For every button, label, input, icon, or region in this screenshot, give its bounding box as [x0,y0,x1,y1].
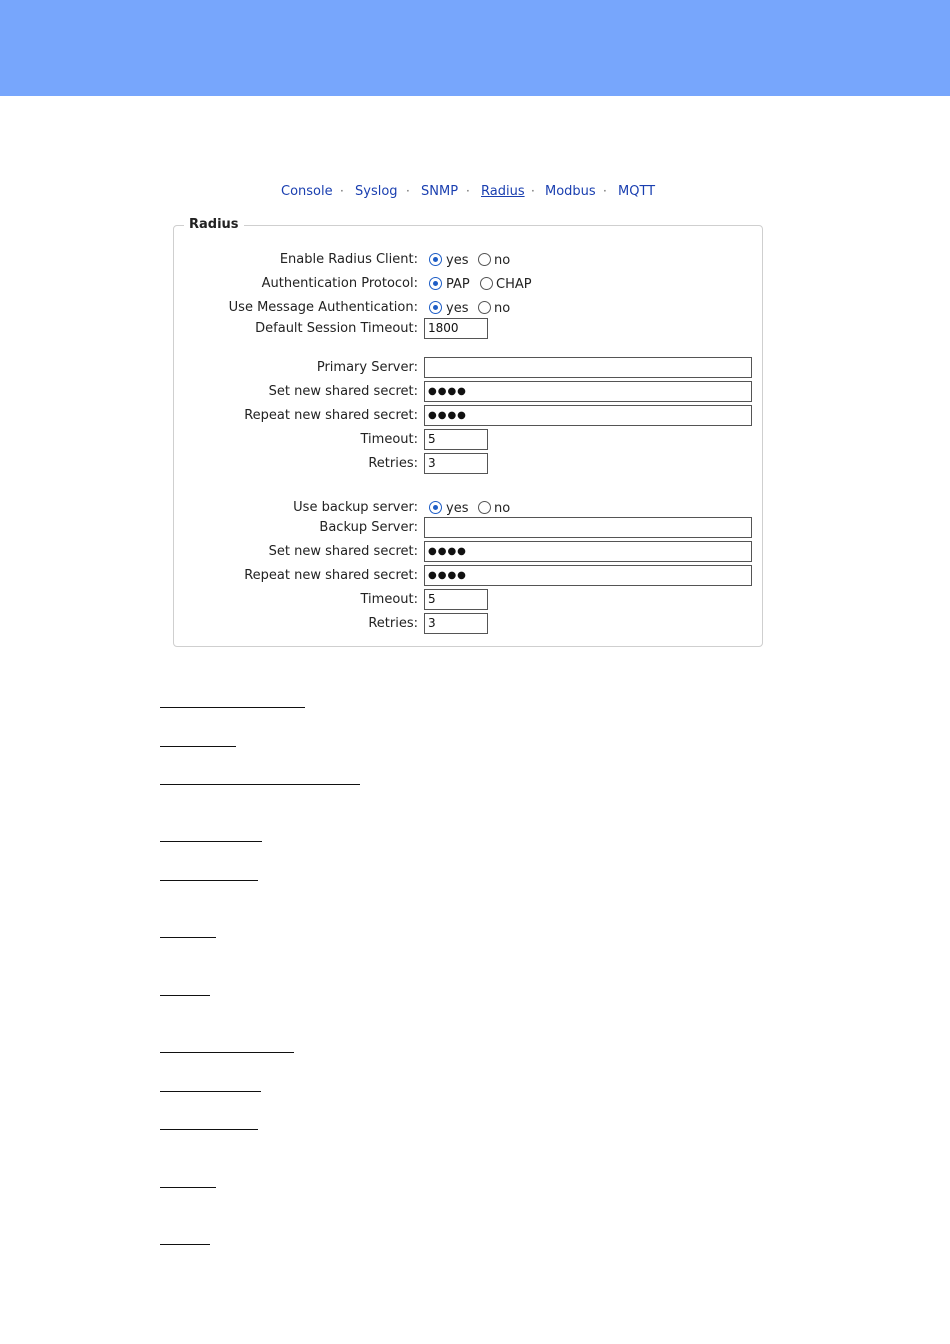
enable-radius-yes-label[interactable]: yes [446,253,469,268]
enable-radius-no-radio[interactable] [478,253,491,266]
primary-timeout-label: Timeout: [360,432,418,447]
underline-rule [160,995,210,996]
use-backup-no-radio[interactable] [478,501,491,514]
underline-rule [160,746,236,747]
backup-repeat-secret-row [0,565,950,587]
subnav-snmp[interactable]: SNMP [421,184,459,199]
underline-rule [160,1091,261,1092]
underline-rule [160,1129,258,1130]
subnav-separator: · [531,184,535,198]
primary-secret-label: Set new shared secret: [268,384,418,399]
backup-retries-label: Retries: [368,616,418,631]
primary-server-row [0,357,950,379]
session-timeout-row [0,318,950,340]
auth-pap-radio[interactable] [429,277,442,290]
backup-timeout-label: Timeout: [360,592,418,607]
underline-rule [160,937,216,938]
auth-protocol-row [0,273,950,295]
backup-secret-row [0,541,950,563]
subnav-radius[interactable]: Radius [481,184,525,199]
backup-repeat-secret-label: Repeat new shared secret: [244,568,418,583]
backup-secret-input[interactable]: ●●●● [424,541,752,562]
use-backup-yes-radio[interactable] [429,501,442,514]
backup-repeat-secret-input[interactable]: ●●●● [424,565,752,586]
msg-auth-yes-label[interactable]: yes [446,301,469,316]
msg-auth-row [0,297,950,319]
underline-rule [160,707,305,708]
primary-timeout-row [0,429,950,451]
enable-radius-row [0,249,950,271]
primary-timeout-input[interactable]: 5 [424,429,488,450]
backup-secret-label: Set new shared secret: [268,544,418,559]
enable-radius-label: Enable Radius Client: [279,252,418,267]
underline-rule [160,1052,294,1053]
use-backup-row [0,497,950,519]
session-timeout-input[interactable]: 1800 [424,318,488,339]
primary-retries-input[interactable]: 3 [424,453,488,474]
primary-repeat-secret-row [0,405,950,427]
subnav-separator: · [603,184,607,198]
use-backup-label: Use backup server: [293,500,418,515]
use-backup-no-label[interactable]: no [494,501,511,516]
underline-rule [160,880,258,881]
enable-radius-yes-radio[interactable] [429,253,442,266]
underline-rule [160,784,360,785]
subnav-modbus[interactable]: Modbus [545,184,596,199]
auth-pap-label[interactable]: PAP [446,277,470,292]
backup-server-row [0,517,950,539]
primary-server-label: Primary Server: [316,360,418,375]
session-timeout-label: Default Session Timeout: [255,321,418,336]
primary-repeat-secret-label: Repeat new shared secret: [244,408,418,423]
use-backup-yes-label[interactable]: yes [446,501,469,516]
auth-chap-radio[interactable] [480,277,493,290]
subnav-mqtt[interactable]: MQTT [618,184,656,199]
underline-rule [160,841,262,842]
msg-auth-label: Use Message Authentication: [228,300,418,315]
subnav-console[interactable]: Console [281,184,333,199]
primary-server-input[interactable] [424,357,752,378]
backup-timeout-row [0,589,950,611]
subnav-separator: · [406,184,410,198]
primary-secret-row [0,381,950,403]
backup-retries-row [0,613,950,635]
msg-auth-yes-radio[interactable] [429,301,442,314]
primary-retries-row [0,453,950,475]
backup-server-input[interactable] [424,517,752,538]
subnav [0,184,950,202]
primary-repeat-secret-input[interactable]: ●●●● [424,405,752,426]
underline-rule [160,1244,210,1245]
primary-retries-label: Retries: [368,456,418,471]
auth-protocol-label: Authentication Protocol: [261,276,418,291]
subnav-separator: · [466,184,470,198]
msg-auth-no-radio[interactable] [478,301,491,314]
radius-legend: Radius [184,217,244,232]
msg-auth-no-label[interactable]: no [494,301,511,316]
backup-timeout-input[interactable]: 5 [424,589,488,610]
backup-server-label: Backup Server: [319,520,418,535]
underline-rule [160,1187,216,1188]
enable-radius-no-label[interactable]: no [494,253,511,268]
auth-chap-label[interactable]: CHAP [496,277,532,292]
primary-secret-input[interactable]: ●●●● [424,381,752,402]
header-banner [0,0,950,96]
backup-retries-input[interactable]: 3 [424,613,488,634]
subnav-syslog[interactable]: Syslog [355,184,398,199]
subnav-separator: · [340,184,344,198]
